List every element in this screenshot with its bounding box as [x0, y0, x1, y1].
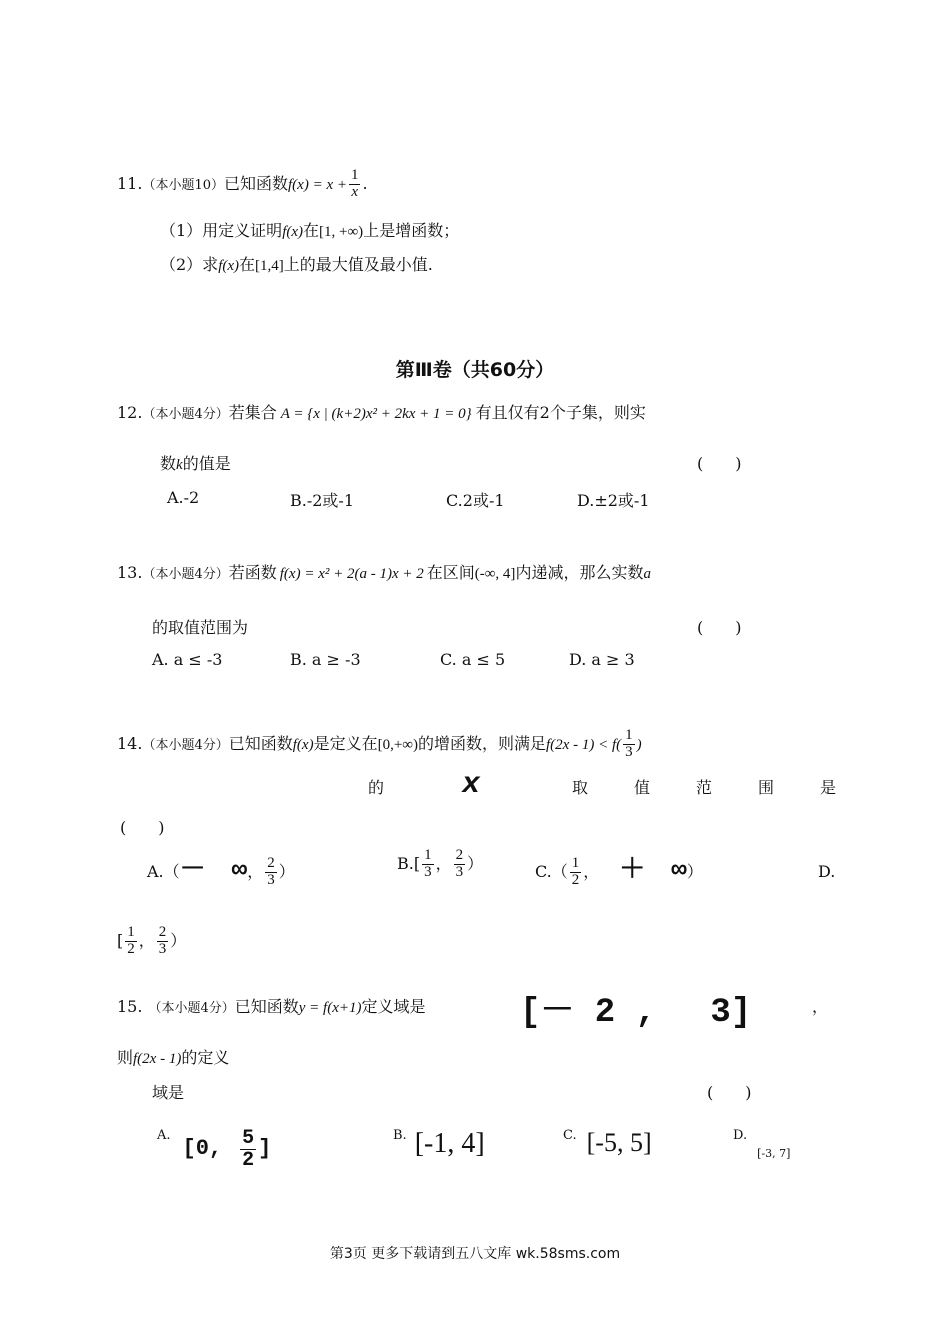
q12-option-b: B.-2或-1 [290, 491, 355, 510]
q15-line2: 则f(2x - 1)的定义 [117, 1048, 230, 1067]
q14-option-c: C.（ $\frac{1}{2}$ ， ＋ ∞） [535, 855, 703, 888]
q13-option-b: B. a ≥ -3 [290, 650, 361, 669]
q14-char-2: 取 [572, 778, 589, 797]
q11-stem: 11.（本小题10）已知函数f(x) = x + $\frac{1}{x}$ . [117, 167, 368, 200]
page-footer: 第3页 更多下载请到五八文库 wk.58sms.com [329, 1246, 621, 1262]
q12-stem: 12.（本小题4分）若集合 A = {x | (k+2)x² + 2kx + 1 = 0} 有且仅有2个子集，则实 [117, 403, 646, 422]
q11-fraction: $\frac{1}{x}$ [350, 167, 359, 200]
q13-answer-paren: ( ) [697, 618, 742, 637]
q15-option-b: $^{B.}$ [-1, 4] [393, 1128, 485, 1159]
q15-comma: ， [812, 997, 829, 1016]
q14-char-4: 范 [696, 778, 713, 797]
q14-stem: 14.（本小题4分）已知函数f(x)是定义在[0,+∞)的增函数，则满足f(2x - 1) < f( $\frac{1}{3}$ ) [117, 727, 642, 760]
q12-line2: 数k的值是 [160, 454, 231, 473]
section-title: 第Ⅲ卷（共60分） [395, 359, 555, 381]
q14-inequality: f(2x - 1) < f( [546, 736, 622, 753]
q12-option-c: C.2或-1 [446, 491, 505, 510]
q12-answer-paren: ( ) [697, 454, 742, 473]
q14-char-x: x [462, 768, 481, 802]
q14-char-3: 值 [634, 778, 651, 797]
q15-domain: [－ 2 , 3] [520, 994, 752, 1032]
q13-stem: 13.（本小题4分）若函数 f(x) = x² + 2(a - 1)x + 2 在区间(-∞, 4]内递减，那么实数a [117, 563, 651, 582]
q13-option-c: C. a ≤ 5 [440, 650, 506, 669]
q14-option-b: B.[ $\frac{1}{3}$ ， $\frac{2}{3}$ ） [397, 847, 484, 880]
q15-option-c: $^{C.}$ [-5, 5] [563, 1128, 652, 1157]
q12-option-a: A.-2 [167, 488, 200, 507]
q15-line3: 域是 [152, 1083, 185, 1102]
q11-part2: （2）求f(x)在[1,4]上的最大值及最小值. [160, 255, 433, 274]
q15-answer-paren: ( ) [707, 1083, 752, 1102]
q14-option-d: [ $\frac{1}{2}$ ， $\frac{2}{3}$ ） [117, 924, 187, 957]
q14-char-6: 是 [820, 778, 837, 797]
q11-part1: （1）用定义证明f(x)在[1, +∞)上是增函数； [160, 221, 460, 240]
q14-answer-paren: ( ) [120, 818, 165, 837]
q11-formula: f(x) = x + [288, 176, 347, 193]
q14-option-d-label: D. [818, 862, 836, 881]
q13-line2: 的取值范围为 [152, 618, 249, 637]
q14-char-1: 的 [368, 778, 385, 797]
q15-option-d: $^{D.}_{[-3, 7]}$ [733, 1128, 791, 1160]
q13-formula: f(x) = x² + 2(a - 1)x + 2 [279, 566, 424, 582]
q13-option-d: D. a ≥ 3 [569, 650, 635, 669]
q15-option-a: $^{A.}$[0, $\frac{5}{2}$ ] [157, 1127, 272, 1172]
q12-set: A = {x | (k+2)x² + 2kx + 1 = 0} [280, 406, 472, 422]
q15-stem: 15. （本小题4分）已知函数y = f(x+1)定义域是 [117, 997, 426, 1016]
q12-option-d: D.±2或-1 [577, 491, 650, 510]
q14-option-a: A.（－ ∞， $\frac{2}{3}$ ） [147, 855, 295, 888]
q14-char-5: 围 [758, 778, 775, 797]
q13-option-a: A. a ≤ -3 [152, 650, 223, 669]
